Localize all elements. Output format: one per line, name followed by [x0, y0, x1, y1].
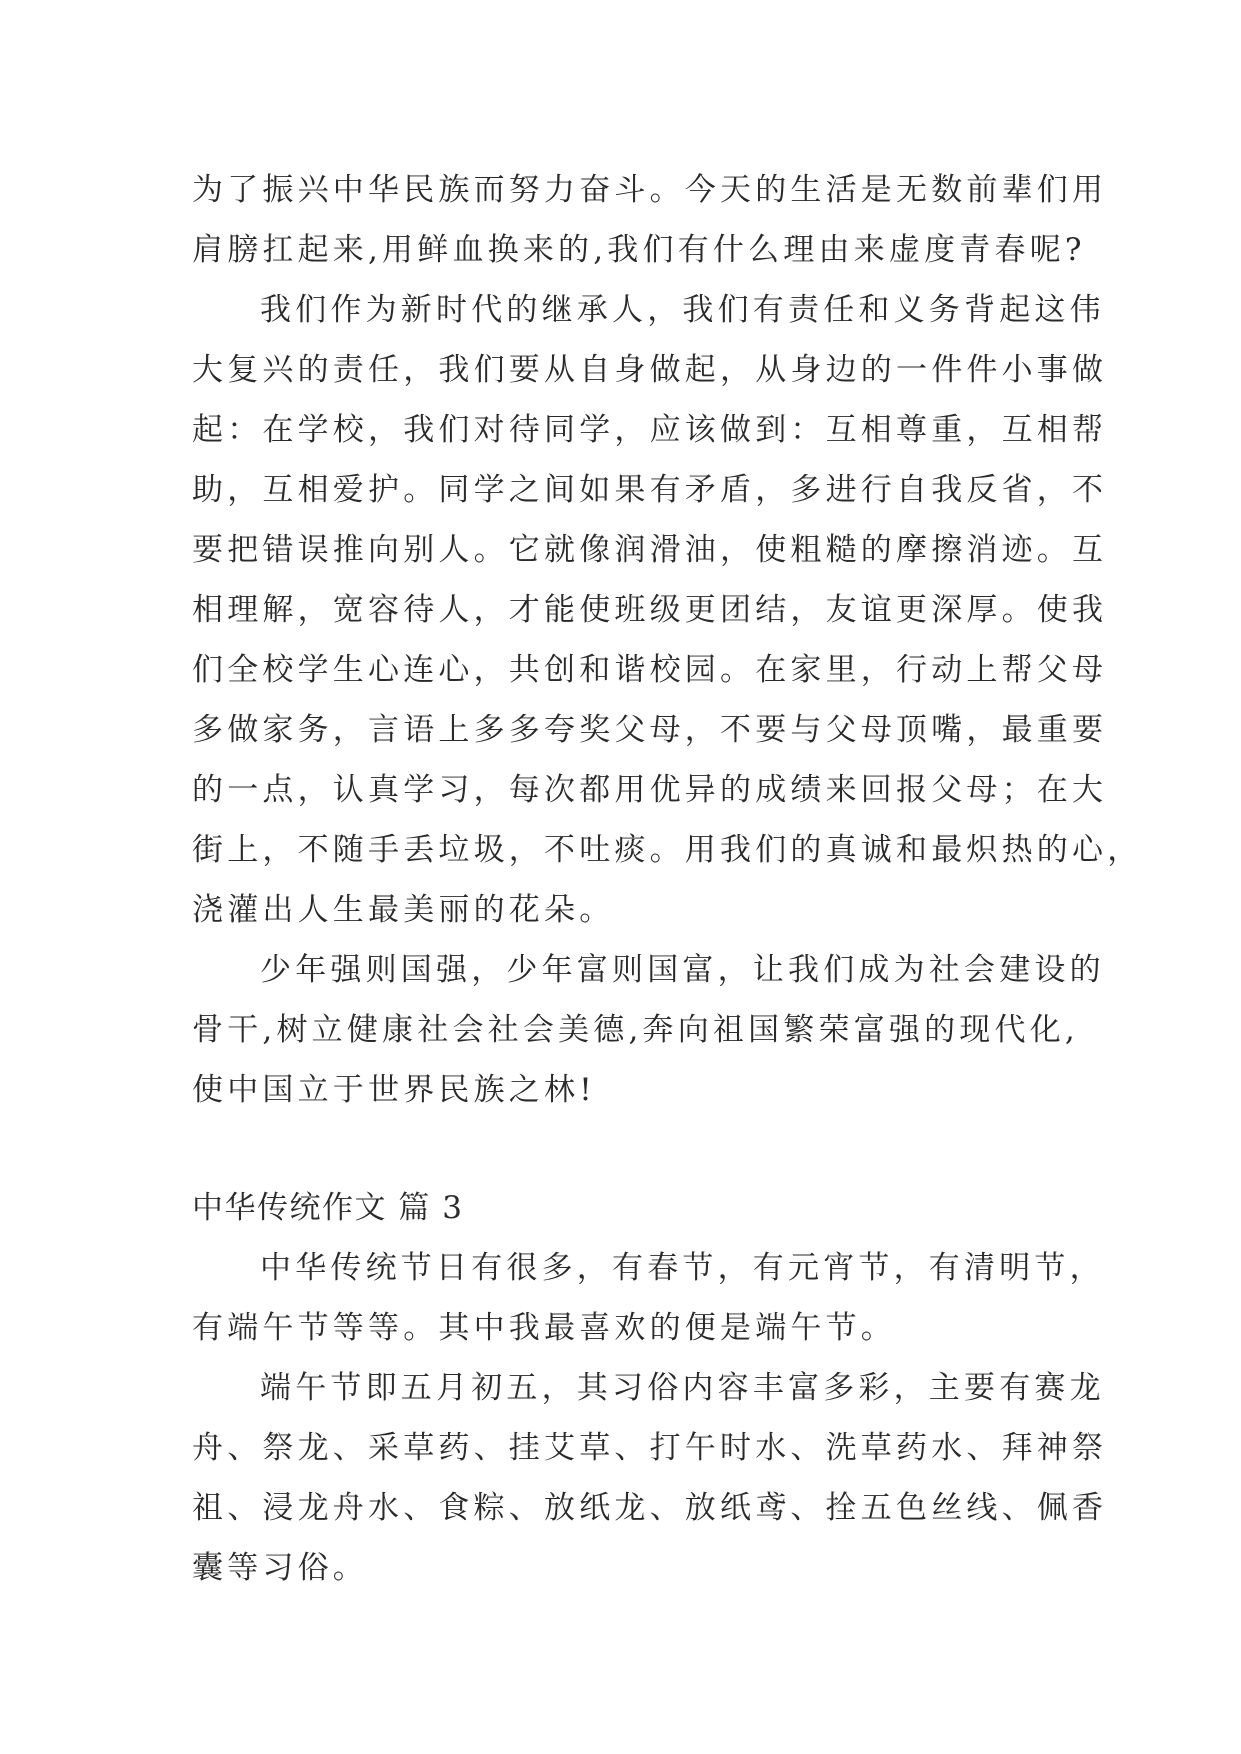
text-line: 多做家务，言语上多多夸奖父母，不要与父母顶嘴，最重要: [192, 712, 1108, 748]
paragraph-dragon-boat: [192, 1358, 1108, 1598]
paragraph-festivals: [192, 1238, 1105, 1358]
text-line: 肩膀扛起来,用鲜血换来的,我们有什么理由来虚度青春呢?: [192, 232, 1086, 268]
text-line: 要把错误推向别人。它就像润滑油，使粗糙的摩擦消迹。互: [192, 532, 1108, 568]
section-heading: 中华传统作文 篇 3: [192, 1190, 464, 1226]
paragraph-youth: [192, 940, 1105, 1120]
text-line: 为了振兴中华民族而努力奋斗。今天的生活是无数前辈们用: [192, 172, 1108, 208]
text-line: 大复兴的责任，我们要从自身做起，从身边的一件件小事做: [192, 352, 1108, 388]
paragraph-continued: [192, 160, 1108, 280]
text-line: 相理解，宽容待人，才能使班级更团结，友谊更深厚。使我: [192, 592, 1108, 628]
document-body: [192, 160, 1143, 1598]
text-line: 舟、祭龙、采草药、挂艾草、打午时水、洗草药水、拜神祭: [192, 1430, 1108, 1466]
text-line: 囊等习俗。: [192, 1550, 368, 1586]
text-line: 端午节即五月初五，其习俗内容丰富多彩，主要有赛龙: [260, 1370, 1105, 1406]
text-line: 少年强则国强，少年富则国富，让我们成为社会建设的: [260, 952, 1105, 988]
text-line: 有端午节等等。其中我最喜欢的便是端午节。: [192, 1310, 896, 1346]
text-line: 浇灌出人生最美丽的花朵。: [192, 892, 615, 928]
text-line: 骨干,树立健康社会社会美德,奔向祖国繁荣富强的现代化,: [192, 1012, 1079, 1048]
paragraph-responsibility: [192, 280, 1143, 940]
text-line: 祖、浸龙舟水、食粽、放纸龙、放纸鸢、拴五色丝线、佩香: [192, 1490, 1108, 1526]
text-line: 我们作为新时代的继承人，我们有责任和义务背起这伟: [260, 292, 1105, 328]
text-line: 中华传统节日有很多，有春节，有元宵节，有清明节，: [260, 1250, 1105, 1286]
text-line: 使中国立于世界民族之林!: [192, 1072, 596, 1108]
text-line: 起：在学校，我们对待同学，应该做到：互相尊重，互相帮: [192, 412, 1108, 448]
text-line: 们全校学生心连心，共创和谐校园。在家里，行动上帮父母: [192, 652, 1108, 688]
text-line: 助，互相爱护。同学之间如果有矛盾，多进行自我反省，不: [192, 472, 1108, 508]
text-line: 的一点，认真学习，每次都用优异的成绩来回报父母；在大: [192, 772, 1108, 808]
text-line: 街上，不随手丢垃圾，不吐痰。用我们的真诚和最炽热的心，: [192, 832, 1143, 868]
